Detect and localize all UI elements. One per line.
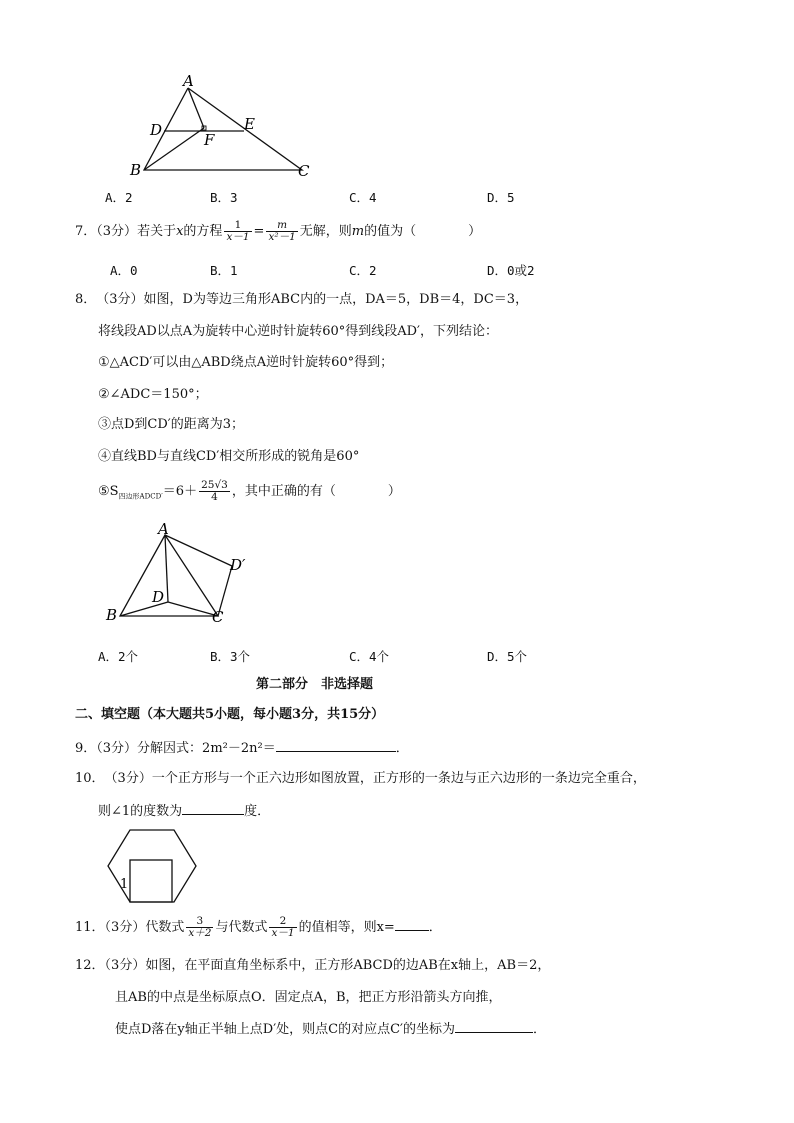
- fig6-label-d: D: [150, 121, 163, 139]
- q8-option-b: B．3个: [210, 649, 251, 664]
- q7-text-4: 的值为（ ）: [364, 224, 482, 239]
- q12-line-1: 12．（3分）如图，在平面直角坐标系中，正方形ABCD的边AB在x轴上，AB＝2，: [75, 958, 551, 973]
- q8-line-2: 将线段AD以点A为旋转中心逆时针旋转60°得到线段AD′，下列结论：: [98, 324, 499, 339]
- q6-triangle-figure: [120, 74, 320, 184]
- q8-statement-3: ③点D到CD′的距离为3；: [98, 417, 245, 432]
- q8-statement-2: ②∠ADC＝150°；: [98, 387, 208, 402]
- q7-option-c: C．2: [349, 263, 377, 278]
- q7-option-d: D．0或2: [487, 263, 535, 278]
- q6-option-d: D．5: [487, 190, 515, 205]
- fig10-angle-label: 1: [120, 877, 129, 892]
- q7-text-3: 无解，则: [299, 224, 352, 239]
- fig8-label-dprime: D′: [230, 556, 246, 574]
- q12-line-2: 且AB的中点是坐标原点O．固定点A，B，把正方形沿箭头方向推，: [115, 990, 502, 1005]
- q10-answer-blank[interactable]: [182, 802, 244, 815]
- q8-statement-1: ①△ACD′可以由△ABD绕点A逆时针旋转60°得到；: [98, 355, 394, 370]
- q6-option-b: B．3: [210, 190, 238, 205]
- q7-var-m: m: [351, 224, 365, 239]
- q10-line-1: 10． （3分）一个正方形与一个正六边形如图放置，正方形的一条边与正六边形的一条边完全重合，: [75, 771, 646, 786]
- q12-line-3: 使点D落在y轴正半轴上点D′处，则点C的对应点C′的坐标为 ．: [115, 1022, 547, 1037]
- q7-equals: =: [253, 224, 265, 239]
- fig8-label-d: D: [152, 588, 165, 606]
- q8-option-d: D．5个: [487, 649, 528, 664]
- q6-option-c: C．4: [349, 190, 377, 205]
- fig6-label-a: A: [183, 74, 194, 90]
- fig6-label-b: B: [130, 161, 142, 179]
- q10-hexagon-square-figure: [104, 826, 200, 906]
- q10-line-2: 则∠1的度数为 度．: [98, 804, 271, 819]
- fig8-label-c: C: [212, 608, 224, 626]
- q7-var-x: x: [176, 224, 184, 239]
- fig6-label-c: C: [298, 162, 310, 180]
- q7-option-b: B．1: [210, 263, 238, 278]
- q11-fraction-1: $\frac{3}{x+2}$: [188, 915, 212, 939]
- q8-statement-4: ④直线BD与直线CD′相交所形成的锐角是60°: [98, 449, 360, 464]
- q7-option-a: A．0: [110, 263, 138, 278]
- q8-triangle-figure: [100, 520, 270, 630]
- fig8-label-a: A: [158, 520, 169, 538]
- q12-answer-blank[interactable]: [455, 1020, 533, 1033]
- q7-score: （3分）: [96, 224, 138, 239]
- fig6-label-e: E: [244, 115, 255, 133]
- q6-option-a: A．2: [105, 190, 133, 205]
- q8-option-c: C．4个: [349, 649, 390, 664]
- part-2-title: 第二部分 非选择题: [256, 677, 374, 692]
- q11-fraction-2: $\frac{2}{x-1}$: [271, 915, 295, 939]
- section-2-title: 二、填空题（本大题共5小题，每小题3分，共15分）: [75, 707, 385, 722]
- q11-answer-blank[interactable]: [395, 918, 429, 931]
- q11-stem: 11．（3分）代数式 $\frac{3}{x+2}$ 与代数式 $\frac{2}{x-1}$ 的值相等，则x= ．: [75, 915, 442, 939]
- fig8-label-b: B: [106, 606, 118, 624]
- q7-fraction-2: $\frac{m}{\text{x²－1}}$: [268, 219, 296, 243]
- q8-option-a: A．2个: [98, 649, 139, 664]
- q8-line-1: 8． （3分）如图，D为等边三角形ABC内的一点，DA＝5，DB＝4，DC＝3，: [75, 292, 529, 307]
- q7-number: 7．: [75, 224, 97, 239]
- q8-statement-5: $⑤S_{四边形ADCD'}=6+$ $\frac{25√3}{4}$ ，其中正确的有（ ）: [98, 479, 401, 503]
- q7-text-2: 的方程: [183, 224, 223, 239]
- fig6-label-f: F: [204, 131, 215, 149]
- q7-fraction-1: $\frac{1}{x-1}$: [226, 219, 250, 243]
- q7-stem: [75, 219, 481, 245]
- q9-stem: 9．（3分）分解因式：2m²－2n²＝ ．: [75, 741, 409, 756]
- q9-answer-blank[interactable]: [276, 739, 396, 752]
- q7-text-1: 若关于: [137, 224, 177, 239]
- q8-fraction: $\frac{25√3}{4}$: [201, 479, 228, 503]
